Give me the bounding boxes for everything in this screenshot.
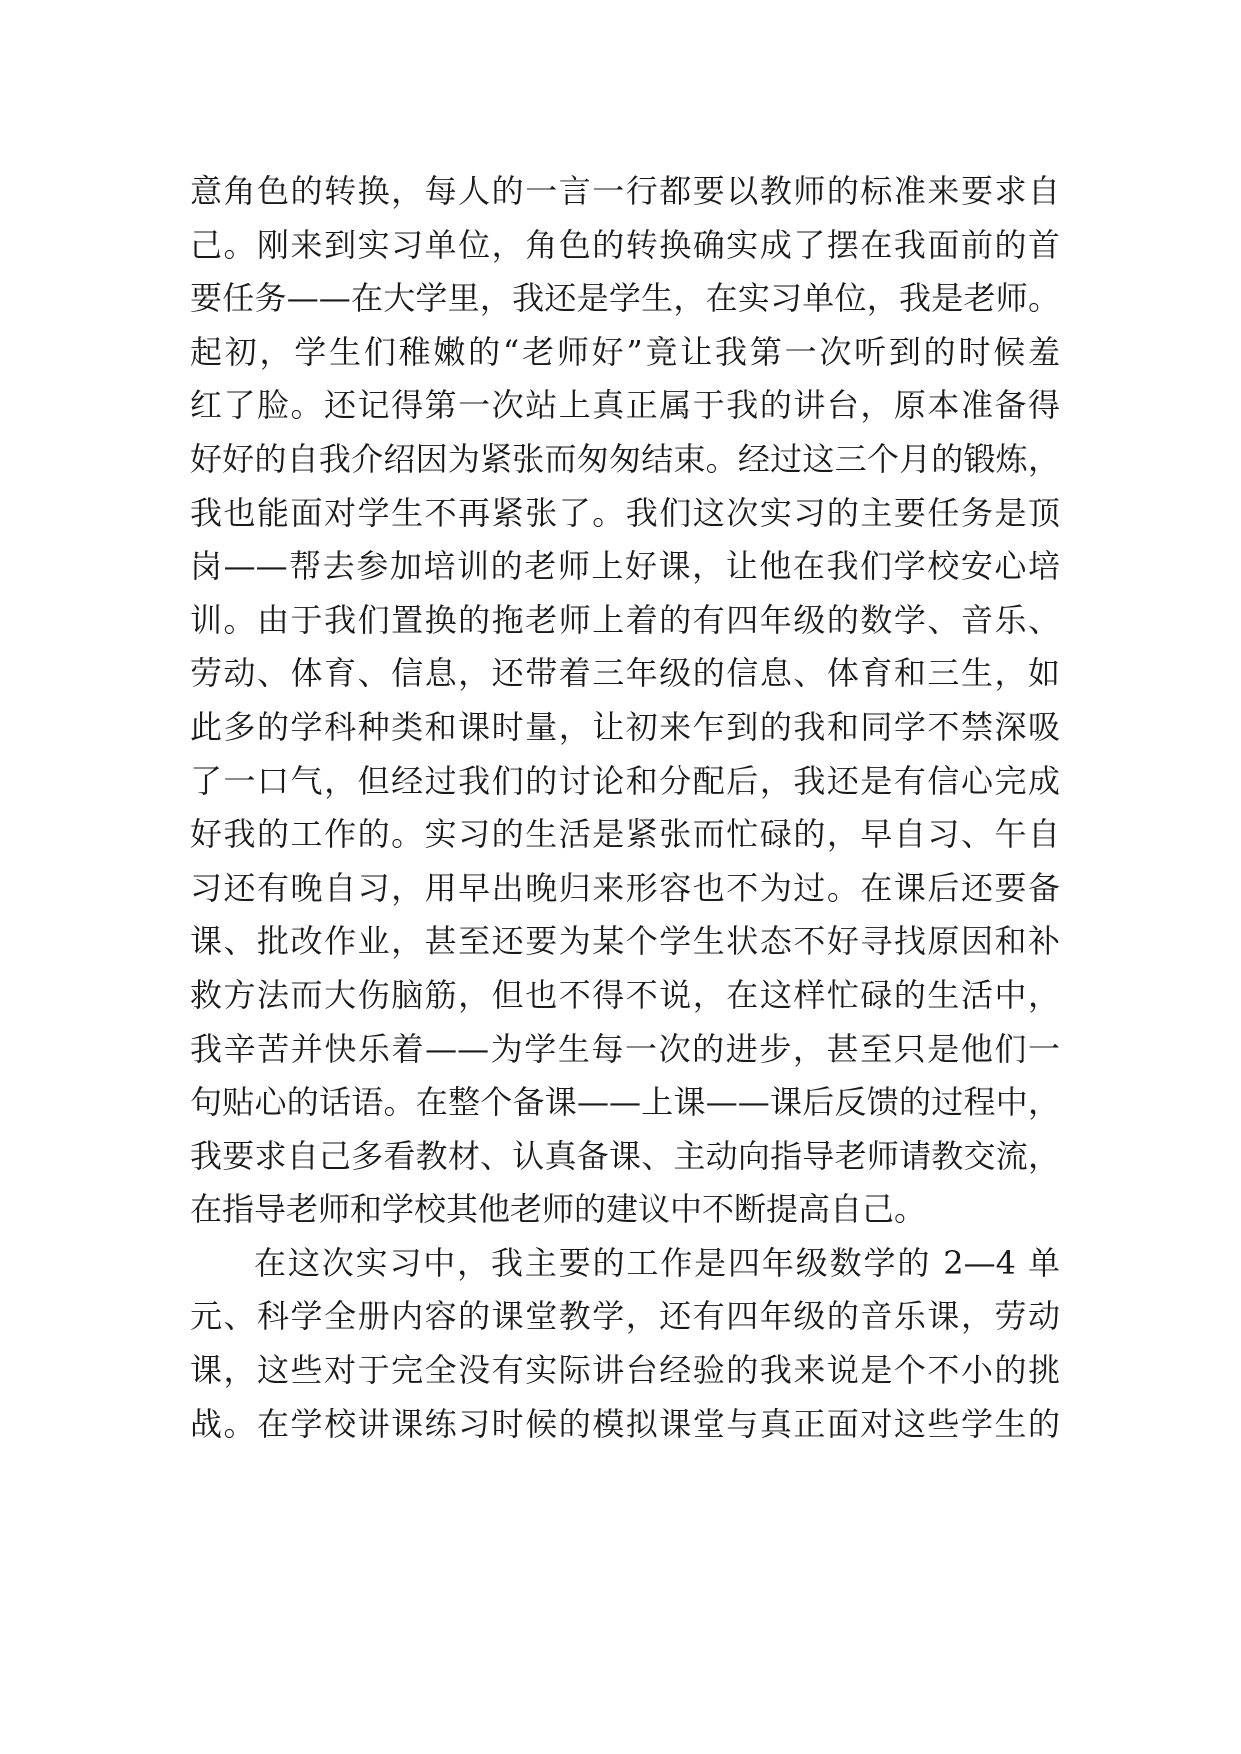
text-line: 课、批改作业，甚至还要为某个学生状态不好寻找原因和补 <box>190 922 1060 961</box>
text-line: 习还有晚自习，用早出晚归来形容也不为过。在课后还要备 <box>190 868 1060 907</box>
text-line: 起初，学生们稚嫩的“老师好”竟让我第一次听到的时候羞 <box>190 332 1060 371</box>
text-line: 我辛苦并快乐着——为学生每一次的进步，甚至只是他们一 <box>190 1029 1060 1068</box>
text-line: 红了脸。还记得第一次站上真正属于我的讲台，原本准备得 <box>190 386 1060 425</box>
text-line: 在这次实习中，我主要的工作是四年级数学的 2—4 单 <box>254 1243 1060 1282</box>
text-line: 元、科学全册内容的课堂教学，还有四年级的音乐课，劳动 <box>190 1297 1060 1336</box>
text-line: 训。由于我们置换的拖老师上着的有四年级的数学、音乐、 <box>190 600 1060 639</box>
text-line: 救方法而大伤脑筋，但也不得不说，在这样忙碌的生活中， <box>190 975 1060 1014</box>
text-line: 在指导老师和学校其他老师的建议中不断提高自己。 <box>190 1190 927 1229</box>
text-line: 己。刚来到实习单位，角色的转换确实成了摆在我面前的首 <box>190 225 1060 264</box>
paragraph-2 <box>190 1237 1060 1451</box>
text-line: 此多的学科种类和课时量，让初来乍到的我和同学不禁深吸 <box>190 707 1060 746</box>
text-line: 句贴心的话语。在整个备课——上课——课后反馈的过程中， <box>190 1083 1060 1122</box>
text-line: 我也能面对学生不再紧张了。我们这次实习的主要任务是顶 <box>190 493 1060 532</box>
text-line: 好我的工作的。实习的生活是紧张而忙碌的，早自习、午自 <box>190 815 1060 854</box>
text-line: 战。在学校讲课练习时候的模拟课堂与真正面对这些学生的 <box>190 1404 1060 1443</box>
text-line: 了一口气，但经过我们的讨论和分配后，我还是有信心完成 <box>190 761 1060 800</box>
text-line: 我要求自己多看教材、认真备课、主动向指导老师请教交流， <box>190 1136 1060 1175</box>
text-line: 岗——帮去参加培训的老师上好课，让他在我们学校安心培 <box>190 547 1060 586</box>
text-line: 意角色的转换，每人的一言一行都要以教师的标准来要求自 <box>190 172 1060 210</box>
text-line: 课，这些对于完全没有实际讲台经验的我来说是个不小的挑 <box>190 1351 1060 1390</box>
text-line: 好好的自我介绍因为紧张而匆匆结束。经过这三个月的锻炼， <box>190 439 1060 478</box>
body-text <box>190 165 1060 1451</box>
paragraph-1 <box>190 165 1060 1237</box>
text-line: 劳动、体育、信息，还带着三年级的信息、体育和三生，如 <box>190 654 1060 693</box>
text-line: 要任务——在大学里，我还是学生，在实习单位，我是老师。 <box>190 279 1060 318</box>
